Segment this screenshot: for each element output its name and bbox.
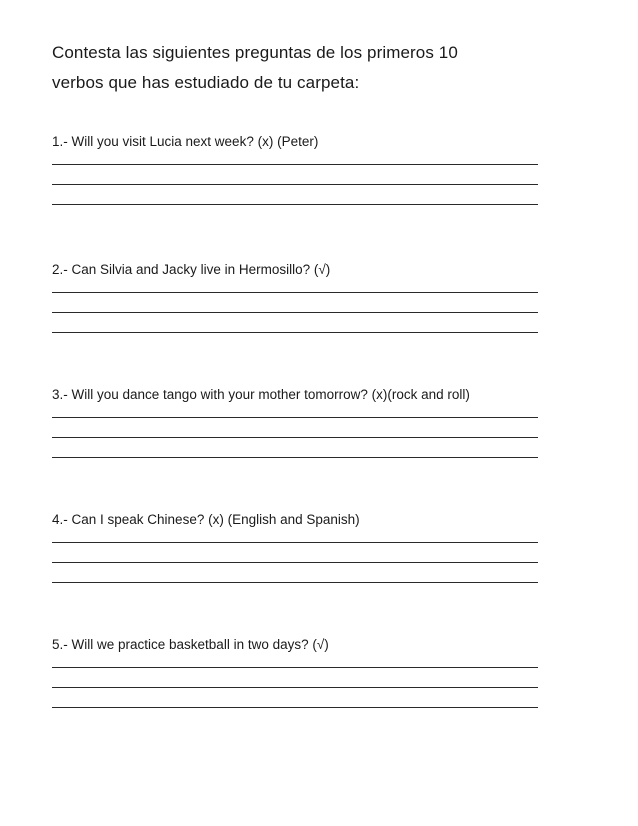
answer-line xyxy=(52,164,538,165)
question-5 xyxy=(52,636,552,708)
answer-line xyxy=(52,707,538,708)
question-2 xyxy=(52,261,552,333)
question-3-text: 3.- Will you dance tango with your mother tomorrow? (x)(rock and roll) xyxy=(52,387,470,402)
instructions xyxy=(52,38,552,98)
answer-line xyxy=(52,332,538,333)
answer-line xyxy=(52,687,538,688)
answer-line xyxy=(52,562,538,563)
instructions-line-1: Contesta las siguientes preguntas de los primeros 10 xyxy=(52,43,458,62)
answer-line xyxy=(52,204,538,205)
question-1-text: 1.- Will you visit Lucia next week? (x) (Peter) xyxy=(52,134,319,149)
answer-line xyxy=(52,437,538,438)
question-3 xyxy=(52,386,552,458)
question-2-text: 2.- Can Silvia and Jacky live in Hermosillo? (√) xyxy=(52,262,331,277)
answer-line xyxy=(52,582,538,583)
instructions-line-2: verbos que has estudiado de tu carpeta: xyxy=(52,73,360,92)
question-4-text: 4.- Can I speak Chinese? (x) (English and Spanish) xyxy=(52,512,360,527)
answer-line xyxy=(52,542,538,543)
answer-line xyxy=(52,292,538,293)
answer-line xyxy=(52,417,538,418)
answer-line xyxy=(52,457,538,458)
answer-line xyxy=(52,667,538,668)
answer-line xyxy=(52,312,538,313)
question-4 xyxy=(52,511,552,583)
question-5-text: 5.- Will we practice basketball in two days? (√) xyxy=(52,637,329,652)
answer-line xyxy=(52,184,538,185)
question-1 xyxy=(52,133,552,205)
